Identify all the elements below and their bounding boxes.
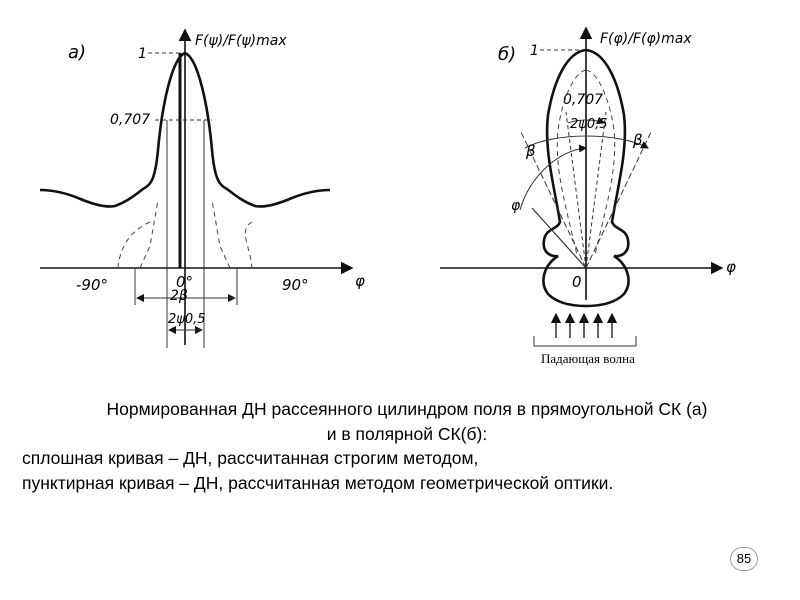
figure-a-2psi-label: 2ψ0,5: [168, 312, 206, 327]
figure-b-label: б): [498, 44, 517, 65]
page-number-badge: 85: [730, 547, 758, 571]
figure-caption: [22, 397, 792, 495]
figure-b-y-axis-label: F(φ)/F(φ)max: [600, 31, 692, 47]
figure-b-origin-label: 0: [572, 273, 582, 291]
caption-line-1: Нормированная ДН рассеянного цилиндром поля в прямоугольной СК (а): [106, 399, 708, 419]
figure-a-panel: [40, 30, 365, 348]
figure-a-tick-0707: 0,707: [110, 112, 151, 128]
figure-b-ray-left-half: [566, 112, 586, 268]
figure-b-ray-right-half: [586, 112, 606, 268]
figure-b-incident-arrows: [556, 314, 612, 338]
figure-a-2beta-label: 2β: [170, 288, 188, 304]
figure-b-tick-0707: 0,707: [563, 92, 604, 108]
figure-b-panel: [440, 28, 736, 366]
figure-a-y-axis-label: F(ψ)/F(ψ)max: [195, 33, 287, 49]
caption-line-3: сплошная кривая – ДН, рассчитанная строгим методом,: [22, 448, 479, 468]
figure-b-beta-right: β: [633, 131, 643, 149]
figure-a-x-axis-label: φ: [355, 272, 365, 290]
figure-b-beta-left: β: [526, 142, 536, 160]
caption-line-2: и в полярной СК(б):: [326, 423, 488, 444]
figure-b-wave-bracket: [534, 336, 636, 346]
caption-line-4: пунктирная кривая – ДН, рассчитанная методом геометрической оптики.: [22, 472, 614, 493]
figure-b-incident-wave-label: Падающая волна: [541, 351, 635, 366]
figure-a-tick-plus90: 90°: [282, 276, 309, 294]
figure-b-tick-one: 1: [530, 43, 539, 59]
figure-a-label: а): [68, 42, 87, 63]
figure-a-tick-minus90: -90°: [76, 276, 108, 294]
figure-b-phi-label: φ: [511, 198, 521, 214]
figure-b-x-axis-label: φ: [726, 258, 736, 276]
figure-a-tick-zero: 0°: [176, 273, 194, 291]
figure-a-tick-one: 1: [138, 46, 147, 62]
figure-b-ray-right-beta: [586, 130, 652, 268]
figure-b-2psi-label: 2ψ0,5: [570, 117, 608, 132]
